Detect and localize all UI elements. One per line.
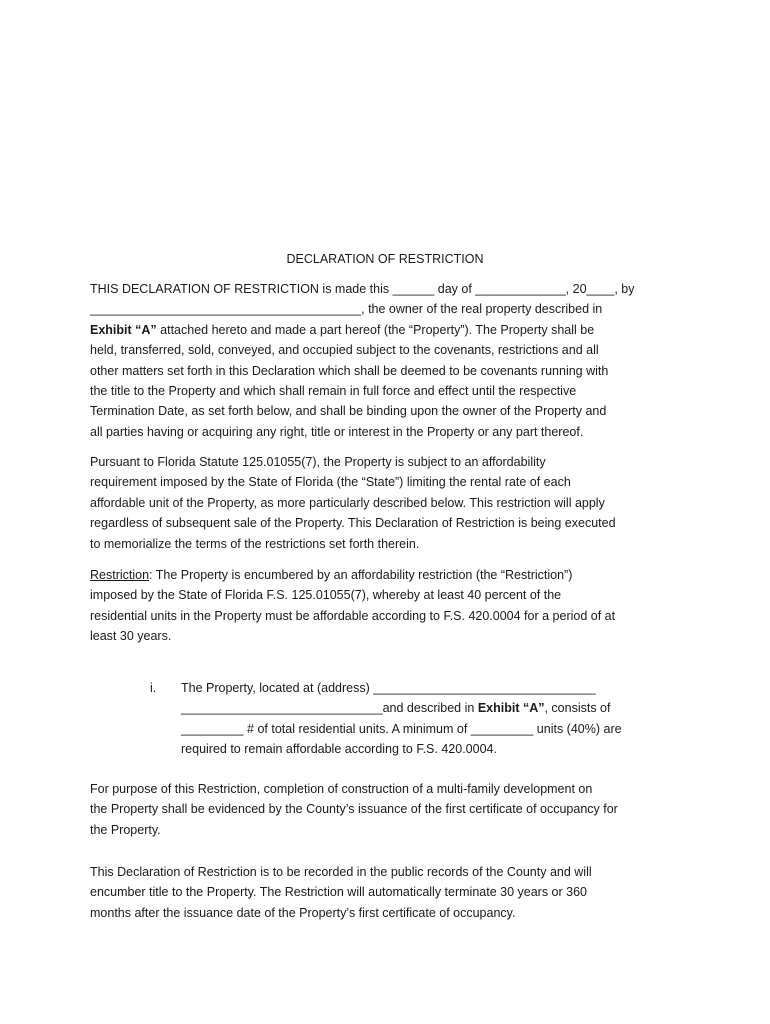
intro-line: Termination Date, as set forth below, and shall be binding upon the owner of the Property and [90,404,607,419]
restriction-line-text: : The Property is encumbered by an affordability restriction (the “Restriction”) [149,568,573,582]
list-item-line-text: _____________________________and described in [181,701,478,716]
intro-line: all parties having or acquiring any right, title or interest in the Property or any part thereof. [90,424,584,439]
recording-line: This Declaration of Restriction is to be recorded in the public records of the County and will [90,865,592,879]
list-item-line: _________ # of total residential units. A minimum of _________ units (40%) are [181,721,622,736]
intro-line: held, transferred, sold, conveyed, and occupied subject to the covenants, restrictions and all [90,343,599,358]
intro-line: THIS DECLARATION OF RESTRICTION is made this ______ day of _____________, 20____, by [90,282,635,296]
pursuant-line: affordable unit of the Property, as more particularly described below. This restriction will apply [90,495,605,510]
pursuant-line: to memorialize the terms of the restrictions set forth therein. [90,536,420,551]
list-item-line: The Property, located at (address) ________________________________ [181,681,596,695]
restriction-line: residential units in the Property must be affordable according to F.S. 420.0004 for a period of at [90,608,616,623]
list-item-marker: i. [150,681,157,695]
restriction-line [90,565,682,585]
list-item-property-details [181,678,622,760]
intro-line: the title to the Property and which shall remain in full force and effect until the respective [90,384,577,399]
restriction-paragraph [90,565,682,647]
restriction-label: Restriction [90,568,150,582]
recording-line: months after the issuance date of the Property’s first certificate of occupancy. [90,905,516,920]
pursuant-line: requirement imposed by the State of Florida (the “State”) limiting the rental rate of each [90,475,571,490]
intro-line: _______________________________________, the owner of the real property described in [90,302,603,317]
completion-paragraph [90,779,682,840]
completion-line: the Property shall be evidenced by the County’s issuance of the first certificate of occupancy for [90,802,618,817]
exhibit-a-reference: Exhibit “A” [477,701,545,716]
restriction-line: imposed by the State of Florida F.S. 125.01055(7), whereby at least 40 percent of the [90,588,562,603]
list-item-line-text: , consists of [544,701,611,716]
pursuant-paragraph [90,452,682,554]
intro-line [90,320,682,340]
recording-line: encumber title to the Property. The Restriction will automatically terminate 30 years or 360 [90,885,587,900]
pursuant-line: Pursuant to Florida Statute 125.01055(7), the Property is subject to an affordability [90,455,546,469]
list-item-line [181,698,622,718]
restriction-line: least 30 years. [90,629,172,644]
document-title: DECLARATION OF RESTRICTION [286,252,484,266]
list-item-line: required to remain affordable according to F.S. 420.0004. [181,742,497,757]
completion-line: the Property. [90,822,161,837]
completion-line: For purpose of this Restriction, completion of construction of a multi-family development on [90,782,593,796]
intro-paragraph [90,279,682,442]
exhibit-a-reference: Exhibit “A” [90,322,157,337]
intro-line-text: attached hereto and made a part hereof (the “Property”). The Property shall be [156,322,595,337]
recording-paragraph [90,862,682,923]
intro-line: other matters set forth in this Declaration which shall be deemed to be covenants running with [90,363,609,378]
pursuant-line: regardless of subsequent sale of the Property. This Declaration of Restriction is being executed [90,516,616,531]
